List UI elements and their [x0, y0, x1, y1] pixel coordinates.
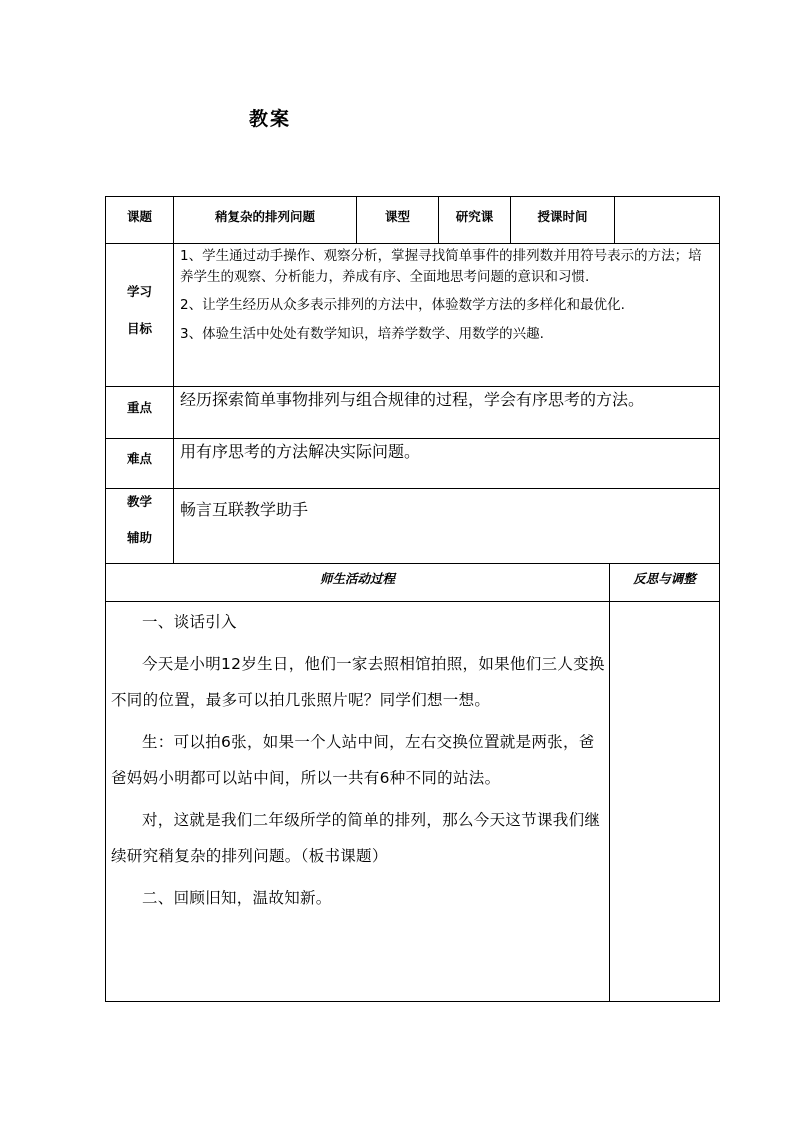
goals-label-line2: 目标: [126, 321, 152, 336]
aids-label-line1: 教学: [126, 494, 152, 509]
process-paragraph-4: 对，这就是我们二年级所学的简单的排列，那么今天这节课我们继续研究稍复杂的排列问题。（板书课题）: [111, 811, 601, 865]
process-header-main: 师生活动过程: [319, 571, 395, 586]
process-paragraph-1: 一、谈话引入: [142, 613, 237, 631]
key-point-label: 重点: [126, 400, 152, 415]
time-label: 授课时间: [537, 209, 588, 224]
topic-label: 课题: [126, 209, 152, 224]
process-header-side: 反思与调整: [633, 571, 696, 586]
aids-label-line2: 辅助: [126, 530, 152, 545]
type-label: 课型: [384, 209, 410, 224]
process-paragraph-3: 生：可以拍6张，如果一个人站中间，左右交换位置就是两张，爸爸妈妈小明都可以站中间，所以一共有6种不同的站法。: [111, 733, 595, 787]
type-value: 研究课: [455, 209, 494, 224]
aids-text: 畅言互联教学助手: [180, 500, 309, 519]
goals-label-line1: 学习: [126, 284, 152, 299]
goal-item-2: 2、让学生经历从众多表示排列的方法中，体验数学方法的多样化和最优化.: [180, 297, 625, 313]
difficulty-label: 难点: [126, 451, 152, 466]
document-title: 教案: [249, 108, 292, 130]
goals-content: [180, 246, 714, 344]
topic-value: 稍复杂的排列问题: [214, 209, 315, 224]
time-value[interactable]: [615, 197, 719, 235]
key-point-text: 经历探索简单事物排列与组合规律的过程，学会有序思考的方法。: [180, 390, 645, 409]
goal-item-1: 1、学生通过动手操作、观察分析，掌握寻找简单事件的排列数并用符号表示的方法；培养学生的观察、分析能力，养成有序、全面地思考问题的意识和习惯.: [180, 248, 702, 285]
difficulty-text: 用有序思考的方法解决实际问题。: [180, 442, 421, 461]
process-content: [111, 604, 605, 916]
goal-item-3: 3、体验生活中处处有数学知识，培养学数学、用数学的兴趣.: [180, 325, 544, 342]
process-paragraph-2: 今天是小明12岁生日，他们一家去照相馆拍照，如果他们三人变换不同的位置，最多可以拍几张照片呢？同学们想一想。: [111, 655, 605, 709]
process-paragraph-5: 二、回顾旧知，温故知新。: [142, 889, 332, 907]
